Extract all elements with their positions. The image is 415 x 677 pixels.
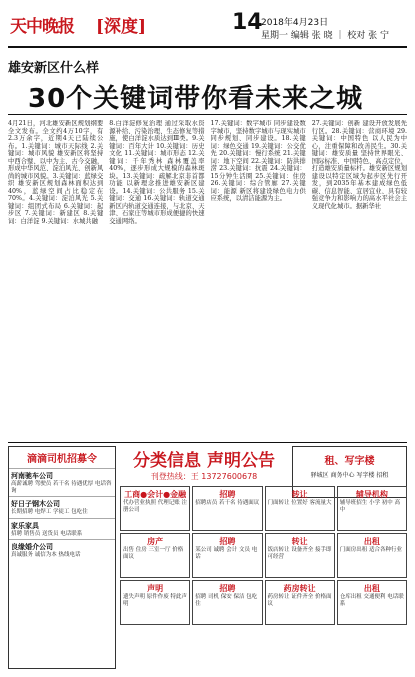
newspaper-logo: 天中晚报 — [10, 17, 74, 37]
list-item-title: 好日子钢木公司 — [11, 500, 60, 508]
list-item-body: 长期招聘 电焊工 学徒工 包吃住 — [11, 509, 88, 515]
classified-box — [192, 580, 262, 625]
office-rent-title: 租、写字楼 — [324, 456, 375, 467]
headline-rule — [8, 114, 407, 115]
list-item-title: 家乐家具 — [11, 521, 39, 530]
classified-box-title: 工商●会计●金融 — [124, 490, 187, 499]
classified-box-body: 某公司 诚聘 会计 文员 电话 — [195, 547, 258, 560]
list-item-body: 真诚服务 诚信为本 热线电话 — [11, 552, 81, 558]
list-item-title: 河南驰车公司 — [11, 472, 53, 480]
article-column — [8, 120, 103, 438]
ad-divider — [8, 442, 407, 443]
classified-box — [265, 580, 335, 625]
article-body — [8, 120, 407, 438]
classified-box — [265, 533, 335, 578]
classified-box — [120, 580, 190, 625]
article-headline: 30个关键词带你看未来之城 — [28, 84, 364, 114]
classified-box-title: 招聘 — [219, 584, 236, 593]
office-rent-body: 驿城区 商务中心 写字楼 招租 — [310, 472, 389, 479]
article-text: 4月21日，河北雄安新区规划纲要全文发布。全文约4万10字，有2.3万余字，近期4天已陆续公布。1.关键词：城市天际线 2.关键词：城市风貌 雄安新区将坚持中西合璧、以中为主、古今交融，形成中华风范、淀泊风光、创新风尚的城市风貌。3.关键词：蓝绿交织 雄安新区规划森林面积达到40%，蓝绿空间占比稳定在70%。4.关键词：淀泊风光 5.关键词：组团式布局 6.关键词：起步区 7.关键词：新建区 8.关键词：白洋淀 9.关键词：水城共融 — [8, 120, 104, 225]
classified-box-title: 出租 — [363, 537, 380, 546]
classified-box — [265, 486, 335, 531]
classified-box-body: 出售 住房 三室一厅 价格面议 — [123, 547, 184, 560]
list-item — [9, 518, 115, 540]
classified-title: 分类信息 声明公告 — [133, 451, 275, 471]
classified-box-title: 出租 — [363, 584, 380, 593]
classified-header — [120, 446, 288, 483]
list-item-body: 高薪诚聘 驾驶员 若干名 待遇优厚 电话咨询 — [11, 481, 112, 494]
classified-grid — [120, 486, 407, 669]
classified-box-title: 转让 — [291, 537, 308, 546]
list-item-body: 招聘 销售员 送货员 电话联系 — [11, 530, 83, 537]
classified-box-body: 门面转让 位置好 客流量大 — [267, 500, 332, 506]
classified-box — [337, 533, 407, 578]
list-item — [9, 539, 115, 561]
classified-phone: 刊登热线：王 13727600678 — [150, 472, 258, 481]
classified-box-body: 饭店转让 设备齐全 接手即可经营 — [267, 547, 332, 560]
classified-box-body: 遗失声明 原件作废 特此声明 — [123, 594, 187, 607]
article-column — [109, 120, 204, 438]
section-label: [深度] — [96, 17, 147, 37]
article-column — [211, 120, 306, 438]
article-column — [312, 120, 407, 438]
article-kicker: 雄安新区什么样 — [8, 61, 100, 76]
classified-box-title: 辅导机构 — [355, 490, 388, 499]
classified-box — [337, 580, 407, 625]
classified-box-title: 招聘 — [219, 537, 236, 546]
issue-date: 2018年4月23日 — [261, 18, 329, 28]
driver-recruit-title: 滴滴司机招募令 — [27, 454, 97, 465]
classified-box — [120, 486, 190, 531]
classified-box-title: 房产 — [147, 537, 164, 546]
classified-box-title: 药房转让 — [283, 584, 316, 593]
article-text: 17.关键词：数字城市 同步建设数字城市，坚持数字城市与现实城市同步规划、同步建设。18.关键词：绿色交通 19.关键词：公交优先 20.关键词：慢行系统 21.关键词：地下空间 22.关键词：防洪排涝 23.关键词：抗震 24.关键词：15分钟生活圈 25.关键词：住房 26.关键词：综合管廊 27.关键词：能源 新区将建设绿色电力供应系统，以清洁能源为主。 — [210, 120, 306, 202]
driver-recruit-ad — [8, 446, 116, 669]
classified-box-body: 药房转让 证件齐全 价格面议 — [267, 594, 332, 607]
article-text: 27.关键词：创新 建设开放发展先行区。28.关键词：营商环境 29.关键词：中国特色 以人民为中心，注重保障和改善民生。30.关键词：雄安质量 坚持世界眼光、国际标准、中国特色、高点定位，打造雄安质量标杆。雄安新区规划建设以特定区域为起步区先行开发，到2035年基本建成绿色低碳、信息智能、宜居宜业、具有较强竞争力和影响力的高水平社会主义现代化城市。据新华社 — [311, 120, 407, 210]
editor-info: 星期一 编辑 张 晓 ｜ 校对 张 宁 — [261, 31, 390, 41]
classified-box-body: 仓库出租 交通便利 电话联系 — [339, 594, 404, 607]
classified-box-title: 招聘 — [219, 490, 236, 499]
page-number: 14 — [232, 10, 263, 35]
list-item — [9, 496, 115, 518]
list-item — [9, 468, 115, 496]
classified-box — [120, 533, 190, 578]
classified-box-title: 声明 — [147, 584, 164, 593]
classified-box-body: 辅导班招生 小学 初中 高中 — [339, 500, 400, 513]
classified-box-body: 门面房出租 适合各种行业 — [339, 547, 402, 553]
classified-box — [192, 486, 262, 531]
classified-box — [192, 533, 262, 578]
classified-box-body: 招聘 司机 保安 保洁 包吃住 — [195, 594, 258, 607]
article-text: 8.白洋淀修复治理 通过采取水资源补给、污染治理、生态修复等措施，使白洋淀水质达到Ⅲ类。9.关键词：百年大计 10.关键词：历史文化 11.关键词：城市形态 12.关键词：千年秀林 森林覆盖率40%，逐步形成大规模的森林斑块。13.关键词：疏解北京非首都功能 以新理念推进雄安新区建设。14.关键词：公共服务 15.关键词：交通 16.关键词：轨道交通 新区内轨道交通连接，与北京、天津、石家庄等城市形成便捷的快速交通网络。 — [109, 120, 205, 225]
classified-box — [337, 486, 407, 531]
classified-box-title: 转让 — [291, 490, 308, 499]
masthead — [8, 8, 407, 48]
classified-box-body: 招聘店员 若干名 待遇面议 — [195, 500, 260, 506]
list-item-title: 良缘婚介公司 — [11, 543, 53, 551]
classified-box-body: 代办营业执照 代理记账 注册公司 — [123, 500, 187, 513]
